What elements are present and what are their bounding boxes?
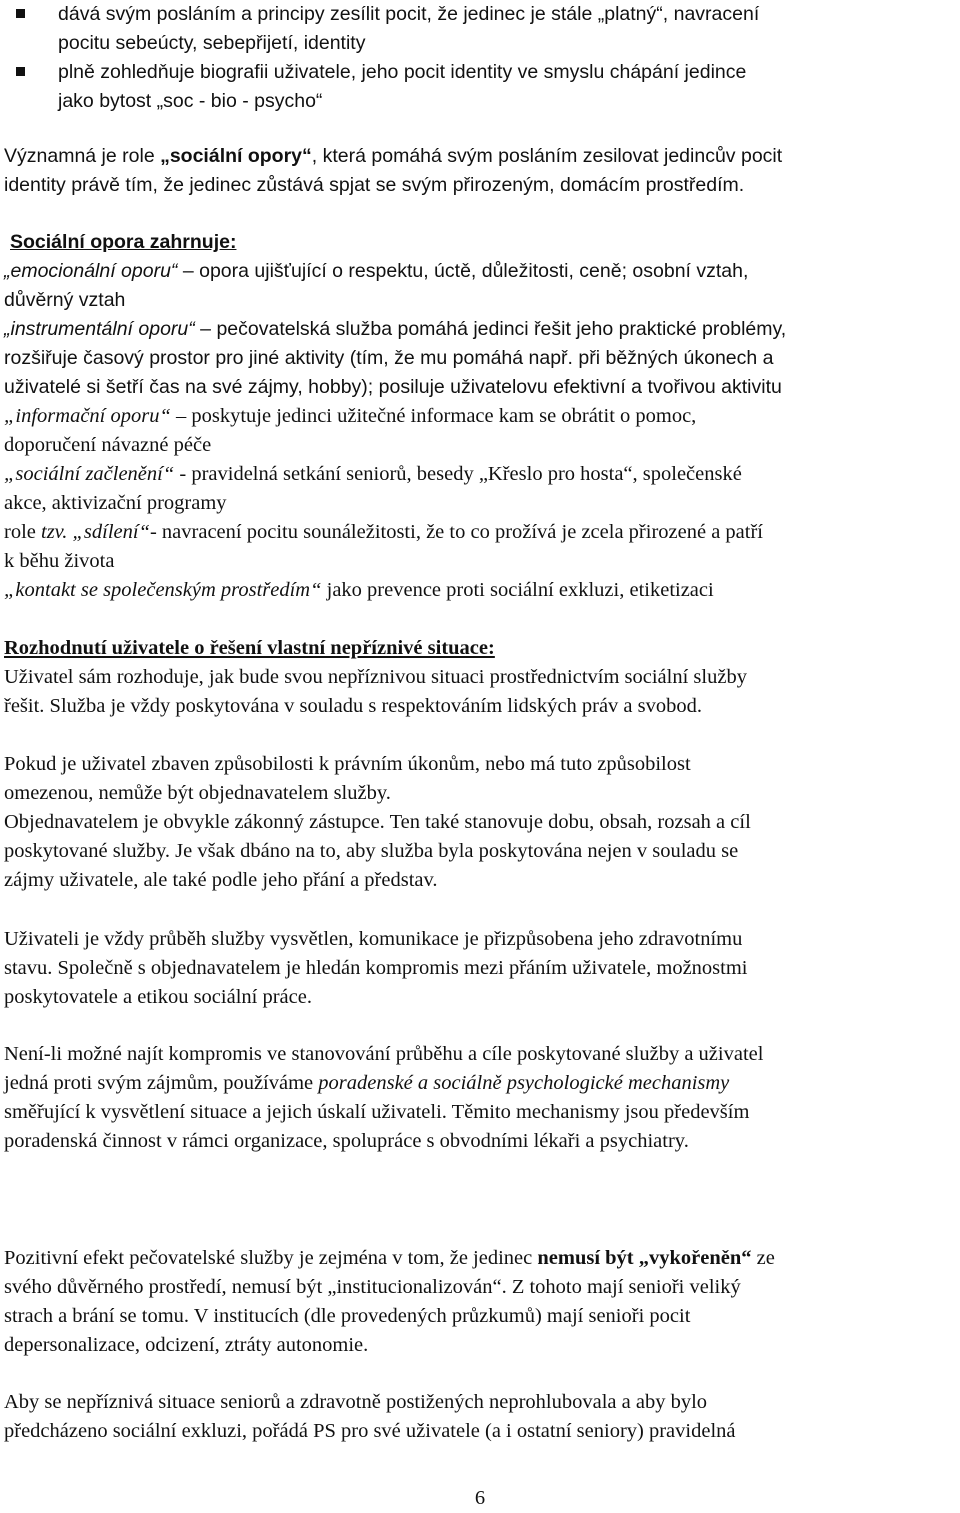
text-line: Uživateli je vždy průběh služby vysvětlen, komunikace je přizpůsobena jeho zdravotnímu — [4, 928, 743, 950]
text-line: akce, aktivizační programy — [4, 492, 227, 514]
italic-term: „emocionální oporu“ — [4, 260, 178, 282]
text-line: „kontakt se společenským prostředím“ jako prevence proti sociální exkluzi, etiketizaci — [4, 579, 714, 601]
text-line: doporučení návazné péče — [4, 434, 212, 456]
paragraph-guardian — [4, 750, 956, 895]
text-line: pocitu sebeúcty, sebepřijetí, identity — [58, 32, 366, 54]
text-line: Uživatel sám rozhoduje, jak bude svou nepříznivou situaci prostřednictvím sociální služby — [4, 666, 747, 688]
italic-term: „instrumentální oporu“ — [4, 318, 195, 340]
text-line: řešit. Služba je vždy poskytována v souladu s respektováním lidských práv a svobod. — [4, 695, 703, 717]
italic-term: „kontakt se společenským prostředím“ — [4, 579, 322, 601]
text-line: depersonalizace, odcizení, ztráty autonomie. — [4, 1334, 369, 1356]
bullet-item — [58, 58, 938, 116]
text-line: zájmy uživatele, ale také podle jeho přání a představ. — [4, 869, 438, 891]
text-line: jedná proti svým zájmům, používáme poradenské a sociálně psychologické mechanismy — [4, 1072, 730, 1094]
square-bullet-icon — [16, 67, 25, 76]
square-bullet-icon — [16, 9, 25, 18]
text-line: „informační oporu“ – poskytuje jedinci užitečné informace kam se obrátit o pomoc, — [4, 405, 697, 427]
text-line: „sociální začlenění“ - pravidelná setkání seniorů, besedy „Křeslo pro hosta“, společenské — [4, 463, 742, 485]
section-heading: Rozhodnutí uživatele o řešení vlastní nepříznivé situace: — [4, 637, 495, 659]
text-line: Aby se nepříznivá situace seniorů a zdravotně postižených neprohlubovala a aby bylo — [4, 1391, 708, 1413]
paragraph-prevention — [4, 1388, 956, 1446]
paragraph-communication — [4, 925, 956, 1012]
text-line: důvěrný vztah — [4, 289, 126, 311]
text-line: Pokud je uživatel zbaven způsobilosti k právním úkonům, nebo má tuto způsobilost — [4, 753, 691, 775]
paragraph-compromise — [4, 1040, 956, 1156]
text-line: k běhu života — [4, 550, 115, 572]
text-line: Objednavatelem je obvykle zákonný zástupce. Ten také stanovuje dobu, obsah, rozsah a cíl — [4, 811, 751, 833]
italic-term: „informační oporu“ — [4, 405, 171, 427]
text-line: identity právě tím, že jedinec zůstává spjat se svým přirozeným, domácím prostředím. — [4, 174, 745, 196]
bullet-item — [58, 0, 938, 58]
bold-term: nemusí být „vykořeněn“ — [537, 1247, 752, 1269]
section-heading: Sociální opora zahrnuje: — [10, 231, 237, 253]
text-line: rozšiřuje časový prostor pro jiné aktivity (tím, že mu pomáhá např. při běžných úkonech a — [4, 347, 774, 369]
text-line: Pozitivní efekt pečovatelské služby je zejména v tom, že jedinec nemusí být „vykořeněn“ ze — [4, 1247, 775, 1269]
text-line: poradenská činnost v rámci organizace, spolupráce s obvodními lékaři a psychiatry. — [4, 1130, 689, 1152]
support-types-list-cont — [4, 402, 956, 605]
text-line: dává svým posláním a principy zesílit pocit, že jedinec je stále „platný“, navracení — [58, 3, 760, 25]
text-line: Významná je role „sociální opory“, která pomáhá svým posláním zesilovat jedincův pocit — [4, 145, 783, 167]
text-line: poskytovatele a etikou sociální práce. — [4, 986, 312, 1008]
paragraph-decision — [4, 663, 956, 721]
text-line: jako bytost „soc - bio - psycho“ — [58, 90, 323, 112]
text-line: „instrumentální oporu“ – pečovatelská služba pomáhá jedinci řešit jeho praktické problémy, — [4, 318, 787, 340]
text-line: Není-li možné najít kompromis ve stanovování průběhu a cíle poskytované služby a uživatel — [4, 1043, 764, 1065]
page-number: 6 — [474, 1487, 486, 1509]
bold-term: „sociální opory“ — [160, 145, 312, 167]
support-types-list — [4, 257, 956, 402]
italic-term: „sdílení“ — [67, 521, 150, 543]
text-line: omezenou, nemůže být objednavatelem služby. — [4, 782, 391, 804]
paragraph-social-support — [4, 142, 956, 200]
text-line: plně zohledňuje biografii uživatele, jeho pocit identity ve smyslu chápání jedince — [58, 61, 747, 83]
text-line: stavu. Společně s objednavatelem je hledán kompromis mezi přáním uživatele, možnostmi — [4, 957, 748, 979]
text-line: předcházeno sociální exkluzi, pořádá PS pro své uživatele (a i ostatní seniory) pravidelná — [4, 1420, 736, 1442]
text-line: strach a brání se tomu. V institucích (dle provedených průzkumů) mají senioři pocit — [4, 1305, 691, 1327]
text-line: role tzv. „sdílení“- navracení pocitu sounáležitosti, že to co prožívá je zcela přirozené a patří — [4, 521, 763, 543]
text-line: uživatelé si šetří čas na své zájmy, hobby); posiluje uživatelovu efektivní a tvořivou aktivitu — [4, 376, 782, 398]
text-line: svého důvěrného prostředí, nemusí být „institucionalizován“. Z tohoto mají senioři veliký — [4, 1276, 741, 1298]
paragraph-positive-effect — [4, 1244, 956, 1360]
italic-term: poradenské a sociálně psychologické mechanismy — [318, 1072, 730, 1094]
text-line: „emocionální oporu“ – opora ujišťující o respektu, úctě, důležitosti, ceně; osobní vztah, — [4, 260, 749, 282]
text-line: směřující k vysvětlení situace a jejich úskalí uživateli. Těmito mechanismy jsou především — [4, 1101, 750, 1123]
italic-term: „sociální začlenění“ — [4, 463, 175, 485]
text-line: poskytované služby. Je však dbáno na to, aby služba byla poskytována nejen v souladu se — [4, 840, 739, 862]
